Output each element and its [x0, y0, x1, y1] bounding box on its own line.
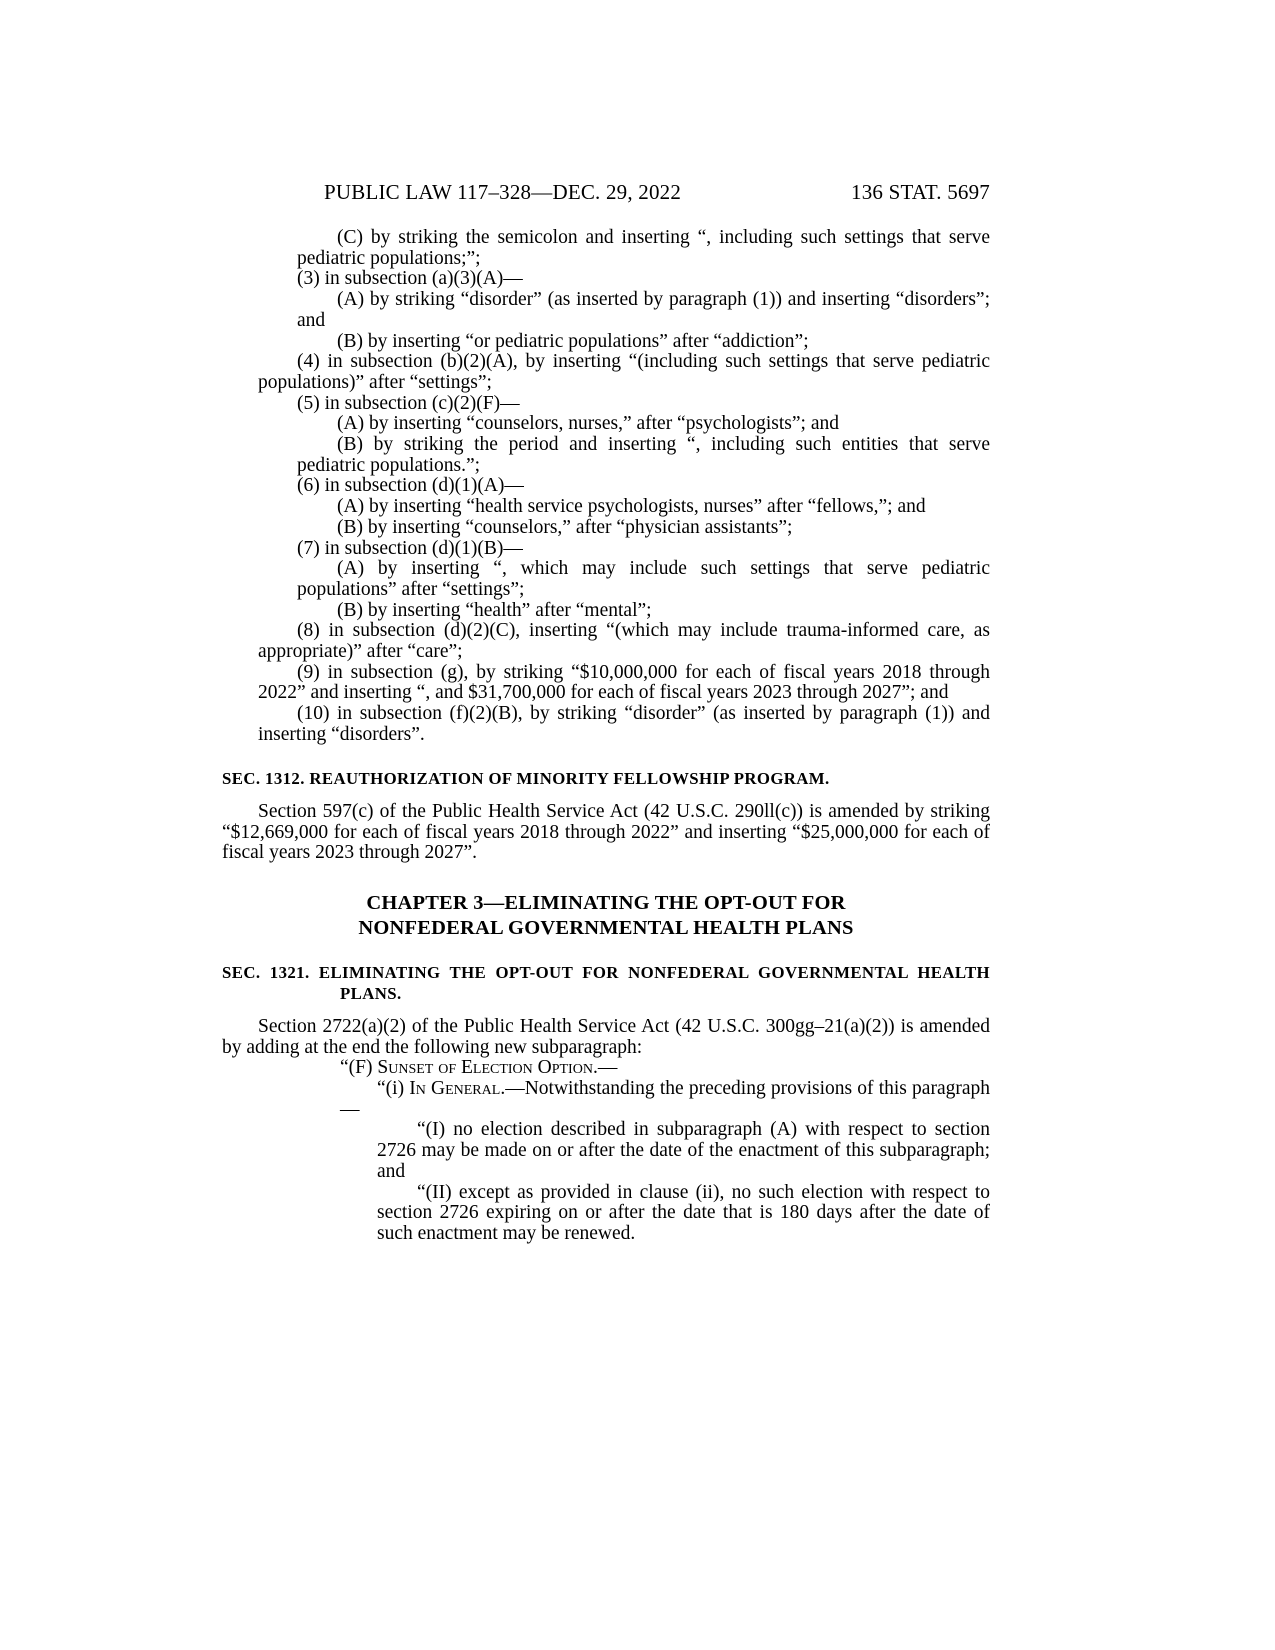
- quoted-subclause-I: “(I) no election described in subparagraph (A) with respect to section 2726 may be made on or after the date of the enactment of this subparagraph; and: [377, 1119, 990, 1182]
- amendment-clause: (4) in subsection (b)(2)(A), by inserting “(including such settings that serve pediatric populations)” after “settings”;: [258, 351, 990, 393]
- amendment-clause: (A) by inserting “, which may include such settings that serve pediatric populations” after “settings”;: [297, 558, 990, 600]
- stat-page-number: 136 STAT. 5697: [851, 180, 990, 204]
- quote-i-title: In General: [409, 1078, 501, 1100]
- quote-f-prefix: “(F): [340, 1057, 378, 1079]
- amendment-clause: (A) by striking “disorder” (as inserted by paragraph (1)) and inserting “disorders”; and: [297, 289, 990, 331]
- quote-f-title: Sunset of Election Option: [377, 1057, 593, 1079]
- amendment-clause: (A) by inserting “health service psychologists, nurses” after “fellows,”; and: [337, 496, 926, 518]
- amendment-clause: (C) by striking the semicolon and inserting “, including such settings that serve pediatric populations;”;: [297, 227, 990, 269]
- amendment-clause: (5) in subsection (c)(2)(F)—: [297, 392, 520, 414]
- amendment-clause: (3) in subsection (a)(3)(A)—: [297, 268, 523, 290]
- amendment-clause: (9) in subsection (g), by striking “$10,000,000 for each of fiscal years 2018 through 2022” and inserting “, and $31,700,000 for each of fiscal years 2023 through 2027”; and: [258, 661, 990, 704]
- amendment-clause: (7) in subsection (d)(1)(B)—: [297, 537, 523, 559]
- amendment-clause: (B) by inserting “counselors,” after “physician assistants”;: [337, 516, 793, 538]
- page-header: [222, 180, 990, 205]
- page-body: [222, 228, 990, 1245]
- section-heading-1312: SEC. 1312. REAUTHORIZATION OF MINORITY FELLOWSHIP PROGRAM.: [222, 768, 830, 788]
- quoted-subparagraph-F: [222, 1058, 990, 1079]
- section-heading-1321: SEC. 1321. ELIMINATING THE OPT-OUT FOR NONFEDERAL GOVERNMENTAL HEALTH PLANS.: [222, 963, 990, 1003]
- quoted-clause-i: [222, 1079, 990, 1120]
- amendment-clause: (B) by inserting “or pediatric populations” after “addiction”;: [337, 330, 809, 352]
- section-1312-text: Section 597(c) of the Public Health Service Act (42 U.S.C. 290ll(c)) is amended by striking “$12,669,000 for each of fiscal years 2018 through 2022” and inserting “$25,000,000 for each of fiscal years 2023 through 2027”.: [222, 800, 990, 864]
- amendment-clause: (A) by inserting “counselors, nurses,” after “psychologists”; and: [337, 413, 839, 435]
- amendment-clause: (8) in subsection (d)(2)(C), inserting “(which may include trauma-informed care, as appropriate)” after “care”;: [258, 620, 990, 663]
- amendment-list: [222, 228, 990, 746]
- quote-i-suffix: .—Notwithstanding the preceding provisions of this paragraph—: [340, 1078, 991, 1120]
- amendment-clause: (B) by inserting “health” after “mental”;: [337, 599, 652, 621]
- section-1321-text: Section 2722(a)(2) of the Public Health Service Act (42 U.S.C. 300gg–21(a)(2)) is amended by adding at the end the following new subparagraph:: [222, 1015, 990, 1058]
- chapter-heading: [222, 891, 990, 940]
- law-title: PUBLIC LAW 117–328—DEC. 29, 2022: [324, 180, 682, 204]
- amendment-clause: (6) in subsection (d)(1)(A)—: [297, 475, 524, 497]
- amendment-clause: (10) in subsection (f)(2)(B), by striking “disorder” (as inserted by paragraph (1)) and inserting “disorders”.: [258, 703, 990, 745]
- quoted-subclause-II: “(II) except as provided in clause (ii), no such election with respect to section 2726 expiring on or after the date that is 180 days after the date of such enactment may be renewed.: [377, 1181, 990, 1244]
- quote-f-suffix: .—: [592, 1057, 618, 1079]
- amendment-clause: (B) by striking the period and inserting “, including such entities that serve pediatric populations.”;: [297, 434, 990, 476]
- chapter-heading-line1: CHAPTER 3—ELIMINATING THE OPT-OUT FOR: [366, 892, 846, 915]
- chapter-heading-line2: NONFEDERAL GOVERNMENTAL HEALTH PLANS: [358, 916, 854, 939]
- quote-i-prefix: “(i): [377, 1078, 410, 1100]
